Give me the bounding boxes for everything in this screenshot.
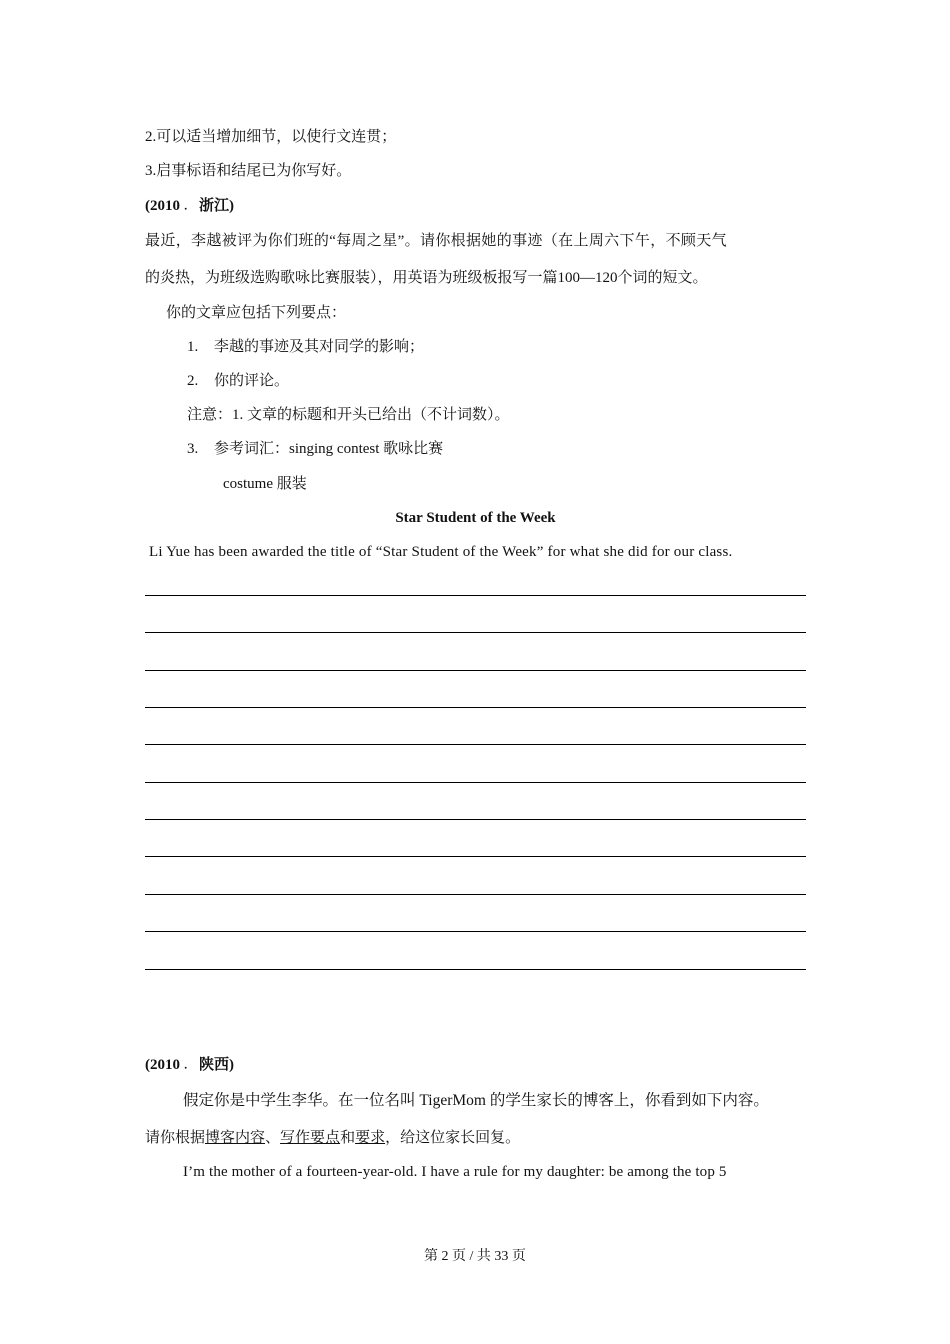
vocab-number: 3. [187,441,199,457]
blog-line-1: I’m the mother of a fourteen-year-old. I have a rule for my daughter: be among the top 5 [183,1164,727,1180]
prompt-text: 、 [265,1130,281,1146]
vocab-item [187,439,443,459]
vocab-line-2: costume 服装 [223,476,307,492]
note-line: 注意：1. 文章的标题和开头已给出（不计词数）。 [187,407,510,423]
writing-line[interactable] [145,595,806,596]
prompt-line-1: 最近，李越被评为你们班的“每周之星”。请你根据她的事迹（在上周六下午，不顾天气 [145,233,727,249]
writing-line[interactable] [145,931,806,932]
writing-line[interactable] [145,856,806,857]
writing-line[interactable] [145,632,806,633]
writing-line[interactable] [145,894,806,895]
point-number: 2. [187,373,199,389]
essay-opening: Li Yue has been awarded the title of “Star Student of the Week” for what she did for our class. [149,544,733,560]
heading-year: (2010 [145,1057,180,1073]
writing-line[interactable] [145,782,806,783]
note-2: 2.可以适当增加细节，以使行文连贯； [145,129,397,145]
prompt-text: 和 [340,1130,356,1146]
heading-place: 陕西) [199,1057,234,1073]
essay-title: Star Student of the Week [395,510,556,526]
heading-place: 浙江) [199,198,234,214]
underlined-term-blog-content: 博客内容 [205,1130,266,1146]
prompt-text: 请你根据 [145,1130,206,1146]
section-heading-shaanxi [145,1055,234,1076]
note-3: 3.启事标语和结尾已为你写好。 [145,163,352,179]
point-text: 李越的事迹及其对同学的影响； [214,339,425,355]
heading-separator: ． [184,200,195,212]
point-item [187,371,289,391]
page-footer: 第 2 页 / 共 33 页 [424,1249,526,1264]
prompt-line-2: 的炎热，为班级选购歌咏比赛服装），用英语为班级板报写一篇100—120个词的短文。 [145,270,708,286]
writing-line[interactable] [145,819,806,820]
point-number: 1. [187,339,199,355]
shaanxi-prompt-line-2 [145,1128,520,1148]
points-intro: 你的文章应包括下列要点： [166,305,347,321]
point-item [187,337,424,357]
writing-line[interactable] [145,670,806,671]
writing-line[interactable] [145,744,806,745]
vocab-text: 参考词汇：singing contest 歌咏比赛 [214,441,444,457]
shaanxi-prompt-line-1: 假定你是中学生李华。在一位名叫 TigerMom 的学生家长的博客上，你看到如下内容。 [183,1092,769,1109]
point-text: 你的评论。 [214,373,290,389]
heading-year: (2010 [145,198,180,214]
writing-line[interactable] [145,969,806,970]
underlined-term-writing-points: 写作要点 [280,1130,341,1146]
section-heading-zhejiang [145,196,234,217]
heading-separator: ． [184,1059,195,1071]
writing-line[interactable] [145,707,806,708]
prompt-text: ，给这位家长回复。 [385,1130,521,1146]
underlined-term-requirements: 要求 [355,1130,386,1146]
